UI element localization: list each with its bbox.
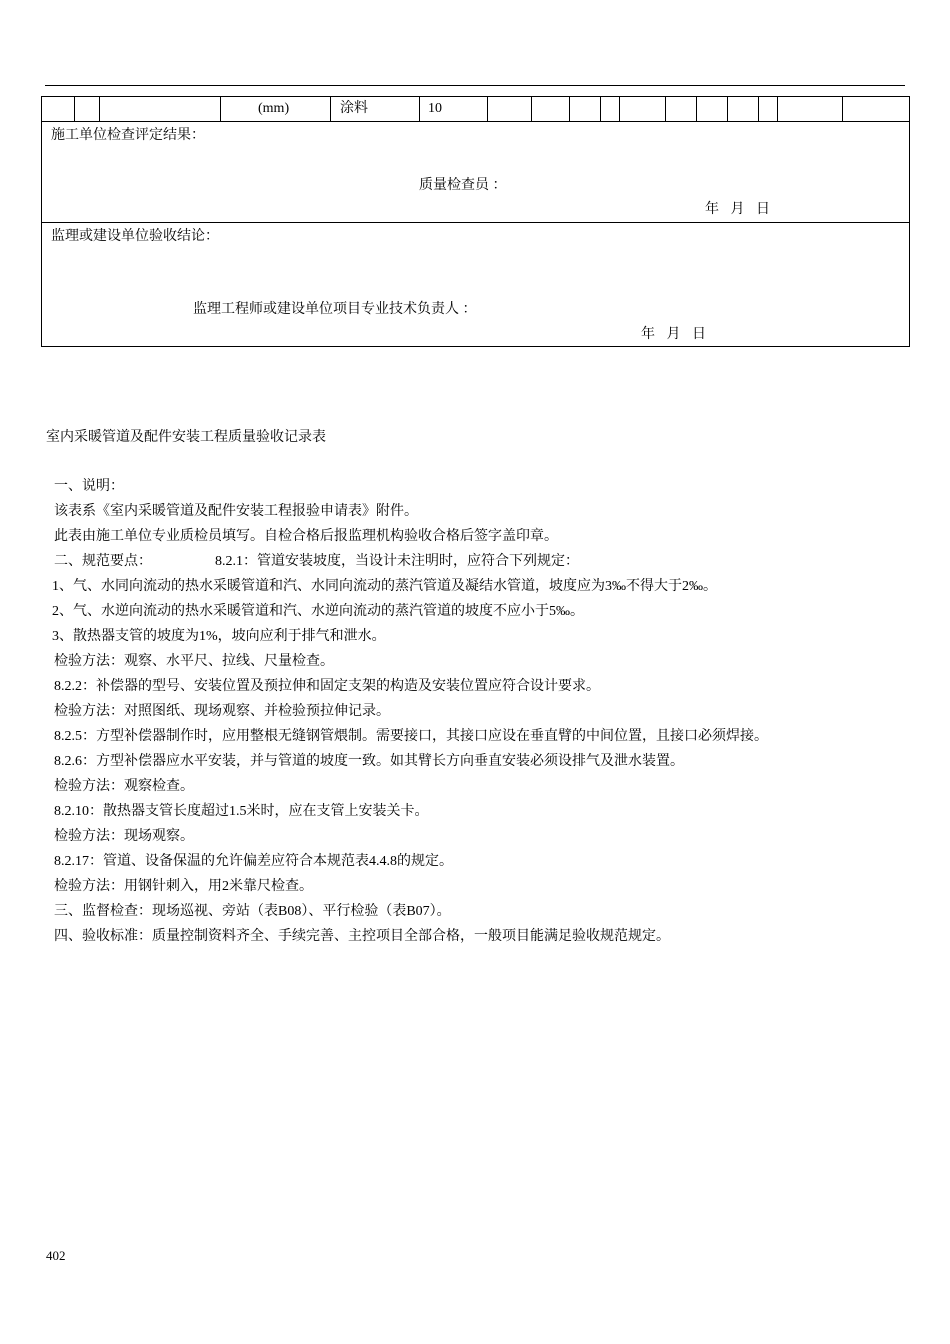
note-line: 三、监督检查：现场巡视、旁站（表B08）、平行检验（表B07）。	[54, 904, 451, 919]
column-divider	[99, 97, 100, 121]
column-divider	[74, 97, 75, 121]
column-divider	[619, 97, 620, 121]
note-line: 1、气、水同向流动的热水采暖管道和汽、水同向流动的蒸汽管道及凝结水管道，坡度应为3‰不得大于2‰。	[52, 579, 717, 594]
column-divider	[419, 97, 420, 121]
acceptance-conclusion-label: 监理或建设单位验收结论：	[51, 229, 219, 244]
column-divider	[842, 97, 843, 121]
note-line: 8.2.17：管道、设备保温的允许偏差应符合本规范表4.4.8的规定。	[54, 854, 453, 869]
column-divider	[665, 97, 666, 121]
column-divider	[569, 97, 570, 121]
page-number: 402	[46, 1248, 66, 1263]
inspection-result-label: 施工单位检查评定结果：	[51, 128, 205, 143]
note-line: 8.2.2：补偿器的型号、安装位置及预拉伸和固定支架的构造及安装位置应符合设计要求。	[54, 679, 600, 694]
table-section-divider	[42, 222, 909, 223]
column-divider	[330, 97, 331, 121]
table-row	[42, 97, 909, 122]
note-line: 该表系《室内采暖管道及配件安装工程报验申请表》附件。	[54, 504, 418, 519]
instructions-section	[54, 474, 934, 949]
note-line: 检验方法：观察、水平尺、拉线、尺量检查。	[54, 654, 334, 669]
note-line: 一、说明：	[54, 479, 124, 494]
inspection-date: 年 月 日	[705, 202, 770, 217]
column-divider	[487, 97, 488, 121]
note-line: 3、散热器支管的坡度为1%，坡向应利于排气和泄水。	[52, 629, 386, 644]
acceptance-date: 年 月 日	[641, 327, 706, 342]
column-divider	[220, 97, 221, 121]
note-line: 检验方法：现场观察。	[54, 829, 194, 844]
column-divider	[531, 97, 532, 121]
header-rule	[45, 85, 905, 86]
note-line: 检验方法：观察检查。	[54, 779, 194, 794]
column-divider	[600, 97, 601, 121]
note-line: 8.2.5：方型补偿器制作时，应用整根无缝钢管煨制。需要接口，其接口应设在垂直臂的中间位置，且接口必须焊接。	[54, 729, 768, 744]
column-divider	[777, 97, 778, 121]
note-line: 2、气、水逆向流动的热水采暖管道和汽、水逆向流动的蒸汽管道的坡度不应小于5‰。	[52, 604, 584, 619]
note-line: 四、验收标准：质量控制资料齐全、手续完善、主控项目全部合格，一般项目能满足验收规范规定。	[54, 929, 670, 944]
supervisor-signature-label: 监理工程师或建设单位项目专业技术负责人 ：	[193, 302, 477, 317]
document-title: 室内采暖管道及配件安装工程质量验收记录表	[46, 430, 326, 445]
column-divider	[727, 97, 728, 121]
note-line: 检验方法：用钢针刺入，用2米靠尺检查。	[54, 879, 313, 894]
note-line: 二、规范要点： 8.2.1：管道安装坡度，当设计未注明时，应符合下列规定：	[54, 554, 579, 569]
quality-inspector-label: 质量检查员 ：	[419, 178, 507, 193]
unit-cell: (mm)	[258, 101, 290, 116]
value-cell: 10	[428, 101, 442, 116]
column-divider	[758, 97, 759, 121]
note-line: 此表由施工单位专业质检员填写。自检合格后报监理机构验收合格后签字盖印章。	[54, 529, 558, 544]
note-line: 8.2.10：散热器支管长度超过1.5米时，应在支管上安装关卡。	[54, 804, 429, 819]
acceptance-table	[41, 96, 910, 347]
item-cell: 涂料	[340, 101, 368, 116]
column-divider	[696, 97, 697, 121]
note-line: 8.2.6：方型补偿器应水平安装，并与管道的坡度一致。如其臂长方向垂直安装必须设排气及泄水装置。	[54, 754, 684, 769]
note-line: 检验方法：对照图纸、现场观察、并检验预拉伸记录。	[54, 704, 390, 719]
